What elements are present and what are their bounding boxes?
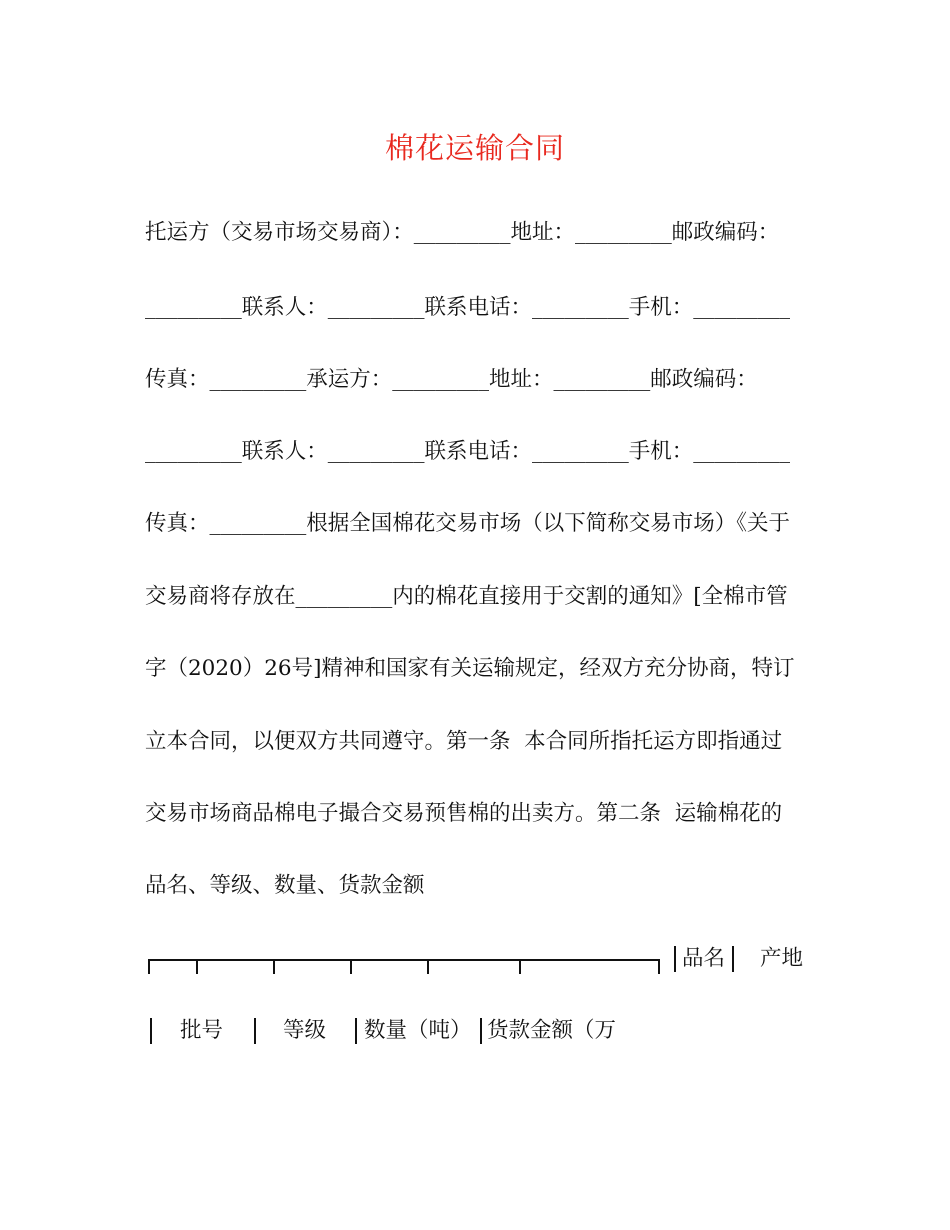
paragraph-line-1: 托运方（交易市场交易商）：_________地址：_________邮政编码： — [145, 220, 780, 245]
paragraph-line-10: 品名、等级、数量、货款金额 — [145, 873, 425, 898]
table-top-border — [148, 959, 660, 961]
table-header-payment-amount: 货款金额（万 — [487, 1018, 617, 1043]
table-column-tick — [427, 959, 429, 974]
table-header-origin: 产地 — [760, 946, 804, 971]
table-cell-border — [480, 1018, 482, 1044]
table-column-tick — [350, 959, 352, 974]
table-header-product-name: 品名 — [682, 946, 726, 971]
table-cell-border — [355, 1018, 357, 1044]
document-title: 棉花运输合同 — [384, 131, 565, 165]
table-header-quantity: 数量（吨） — [364, 1018, 472, 1043]
table-cell-border — [150, 1018, 152, 1044]
table-top-rule — [148, 957, 660, 975]
paragraph-line-6: 交易商将存放在_________内的棉花直接用于交割的通知》[全棉市管 — [145, 584, 788, 609]
table-header-batch-number: 批号 — [180, 1018, 224, 1043]
table-cell-border — [674, 946, 676, 972]
table-column-tick — [148, 959, 150, 974]
paragraph-line-9: 交易市场商品棉电子撮合交易预售棉的出卖方。第二条 运输棉花的 — [145, 801, 783, 826]
paragraph-line-8: 立本合同，以便双方共同遵守。第一条 本合同所指托运方即指通过 — [145, 729, 783, 754]
table-column-tick — [658, 959, 660, 974]
paragraph-line-4: _________联系人：_________联系电话：_________手机：_________ — [145, 439, 791, 464]
paragraph-line-2: _________联系人：_________联系电话：_________手机：_________ — [145, 295, 791, 320]
paragraph-line-7: 字（2020）26号]精神和国家有关运输规定，经双方充分协商，特订 — [145, 656, 795, 681]
table-header-grade: 等级 — [283, 1018, 327, 1043]
table-column-tick — [196, 959, 198, 974]
table-column-tick — [273, 959, 275, 974]
paragraph-line-3: 传真：_________承运方：_________地址：_________邮政编码： — [145, 367, 758, 392]
table-cell-border — [732, 946, 734, 972]
table-cell-border — [254, 1018, 256, 1044]
paragraph-line-5: 传真：_________根据全国棉花交易市场（以下简称交易市场）《关于 — [145, 511, 791, 536]
table-column-tick — [519, 959, 521, 974]
